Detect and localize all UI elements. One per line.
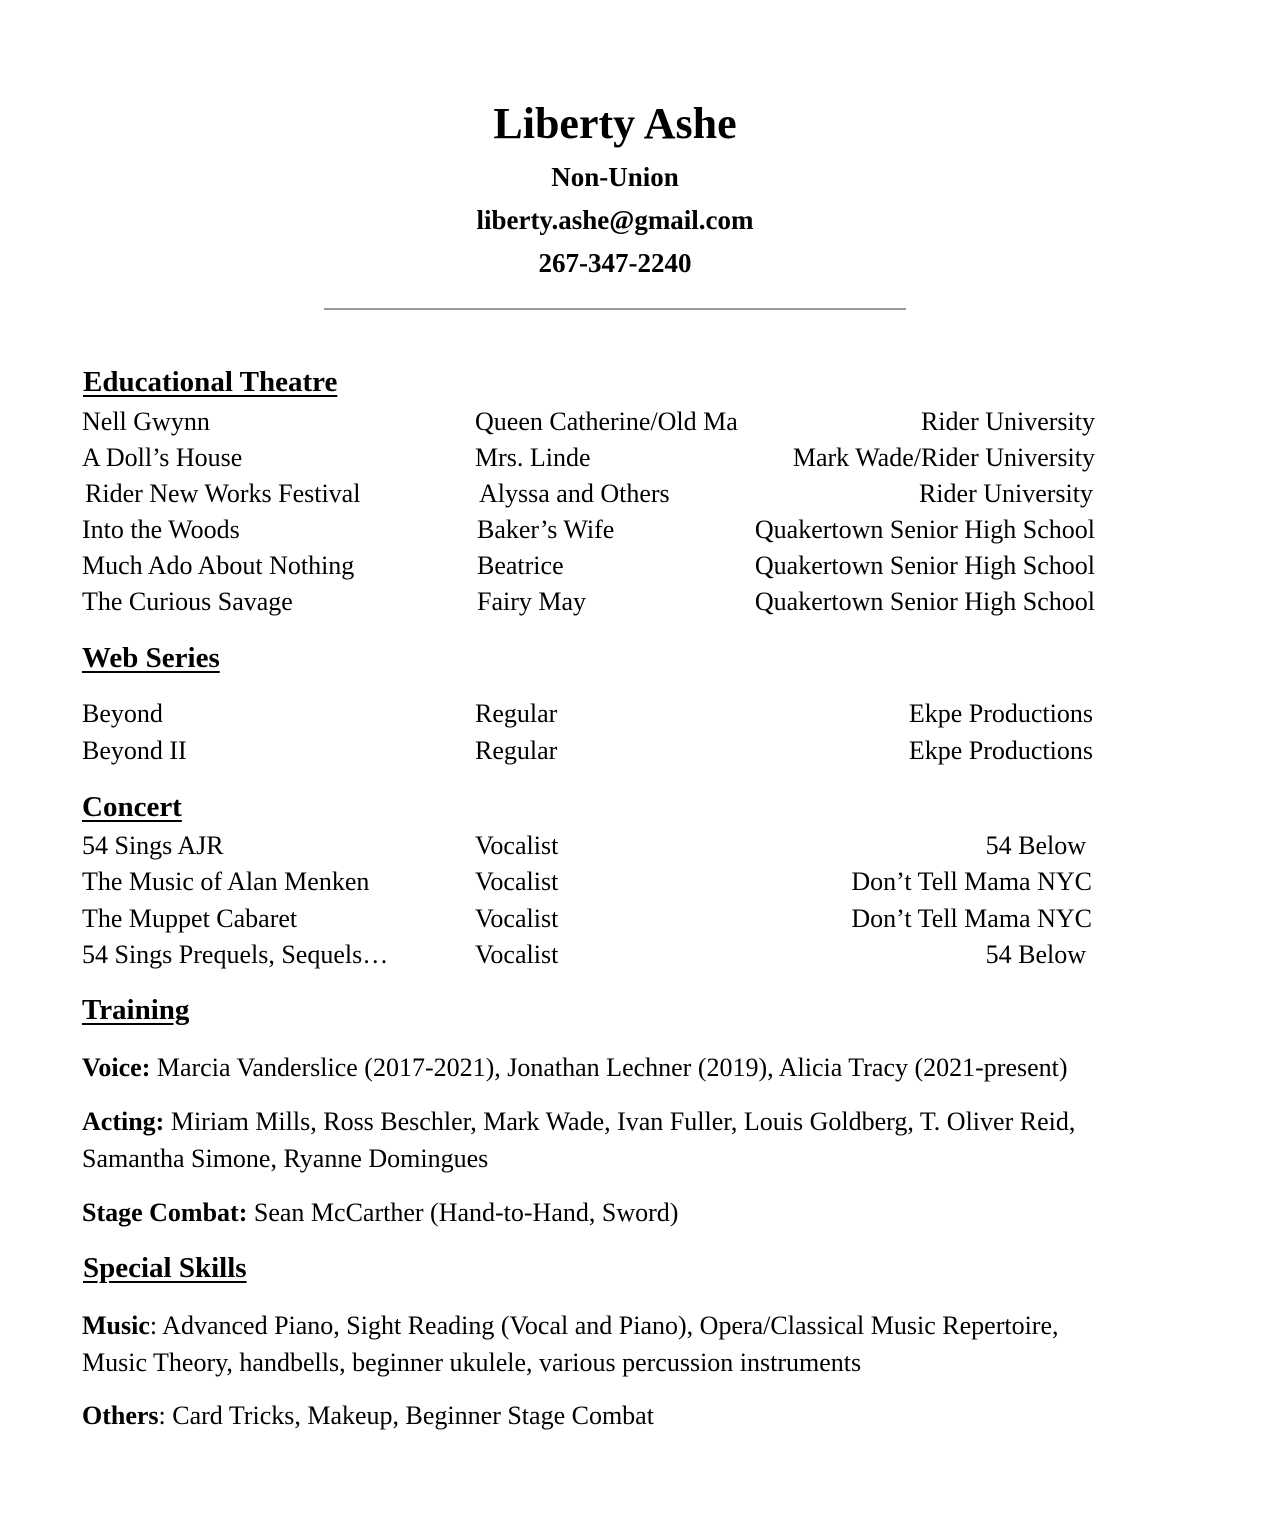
section-special-skills: Special Skills	[83, 1252, 247, 1284]
credit-role: Baker’s Wife	[477, 515, 615, 544]
credit-venue: Quakertown Senior High School	[754, 515, 1095, 544]
skills-others	[82, 1397, 1132, 1434]
credit-show: Rider New Works Festival	[85, 479, 361, 508]
resume-name: Liberty Ashe	[493, 99, 737, 148]
training-voice-text: Marcia Vanderslice (2017-2021), Jonathan Lechner (2019), Alicia Tracy (2021-present)	[150, 1053, 1068, 1082]
phone: 267-347-2240	[538, 248, 692, 278]
credit-role: Fairy May	[477, 587, 587, 616]
training-combat-label: Stage Combat:	[82, 1198, 248, 1227]
skills-music	[82, 1307, 1122, 1381]
training-acting	[82, 1103, 1132, 1177]
credit-role: Beatrice	[477, 551, 564, 580]
training-stage-combat	[82, 1194, 1132, 1231]
credit-show: Nell Gwynn	[82, 407, 210, 436]
credit-show: A Doll’s House	[82, 443, 243, 472]
credit-role: Vocalist	[475, 904, 559, 933]
credit-show: Beyond	[82, 699, 163, 728]
credit-role: Queen Catherine/Old Ma	[475, 407, 738, 436]
header-divider	[324, 308, 906, 310]
credit-role: Vocalist	[475, 831, 559, 860]
section-educational-theatre: Educational Theatre	[83, 366, 338, 398]
credit-role: Regular	[475, 736, 558, 765]
credit-venue: Quakertown Senior High School	[754, 551, 1095, 580]
union-status: Non-Union	[551, 162, 679, 192]
credit-venue: 54 Below	[985, 940, 1086, 969]
skills-others-label: Others	[82, 1401, 159, 1430]
training-combat-text: Sean McCarther (Hand-to-Hand, Sword)	[247, 1198, 679, 1227]
credit-venue: 54 Below	[985, 831, 1086, 860]
email: liberty.ashe@gmail.com	[476, 205, 754, 235]
credit-venue: Don’t Tell Mama NYC	[851, 867, 1092, 896]
credit-show: The Muppet Cabaret	[82, 904, 298, 933]
credit-venue: Rider University	[920, 407, 1095, 436]
credit-role: Mrs. Linde	[475, 443, 591, 472]
section-concert: Concert	[82, 791, 182, 823]
skills-music-label: Music	[82, 1311, 150, 1340]
section-training: Training	[82, 994, 190, 1026]
credit-show: The Curious Savage	[82, 587, 293, 616]
credit-venue: Rider University	[918, 479, 1093, 508]
training-voice	[82, 1049, 1132, 1086]
credit-venue: Ekpe Productions	[908, 699, 1093, 728]
training-acting-label: Acting:	[82, 1107, 165, 1136]
credit-role: Vocalist	[475, 940, 559, 969]
credit-role: Regular	[475, 699, 558, 728]
credit-show: The Music of Alan Menken	[82, 867, 370, 896]
skills-others-text: : Card Tricks, Makeup, Beginner Stage Combat	[158, 1401, 654, 1430]
credit-show: Into the Woods	[82, 515, 240, 544]
credit-venue: Don’t Tell Mama NYC	[851, 904, 1092, 933]
credit-show: 54 Sings Prequels, Sequels…	[82, 940, 389, 969]
training-acting-text: Miriam Mills, Ross Beschler, Mark Wade, Ivan Fuller, Louis Goldberg, T. Oliver Reid, Samantha Simone, Ryanne Domingues	[82, 1107, 1076, 1173]
credit-venue: Ekpe Productions	[908, 736, 1093, 765]
credit-role: Vocalist	[475, 867, 559, 896]
training-voice-label: Voice:	[82, 1053, 151, 1082]
section-web-series: Web Series	[82, 642, 220, 674]
skills-music-text: : Advanced Piano, Sight Reading (Vocal and Piano), Opera/Classical Music Repertoire, Music Theory, handbells, beginner ukulele, various percussion instruments	[82, 1311, 1059, 1377]
credit-role: Alyssa and Others	[479, 479, 670, 508]
credit-venue: Quakertown Senior High School	[754, 587, 1095, 616]
credit-show: 54 Sings AJR	[82, 831, 224, 860]
credit-venue: Mark Wade/Rider University	[792, 443, 1095, 472]
credit-show: Much Ado About Nothing	[82, 551, 355, 580]
credit-show: Beyond II	[82, 736, 187, 765]
